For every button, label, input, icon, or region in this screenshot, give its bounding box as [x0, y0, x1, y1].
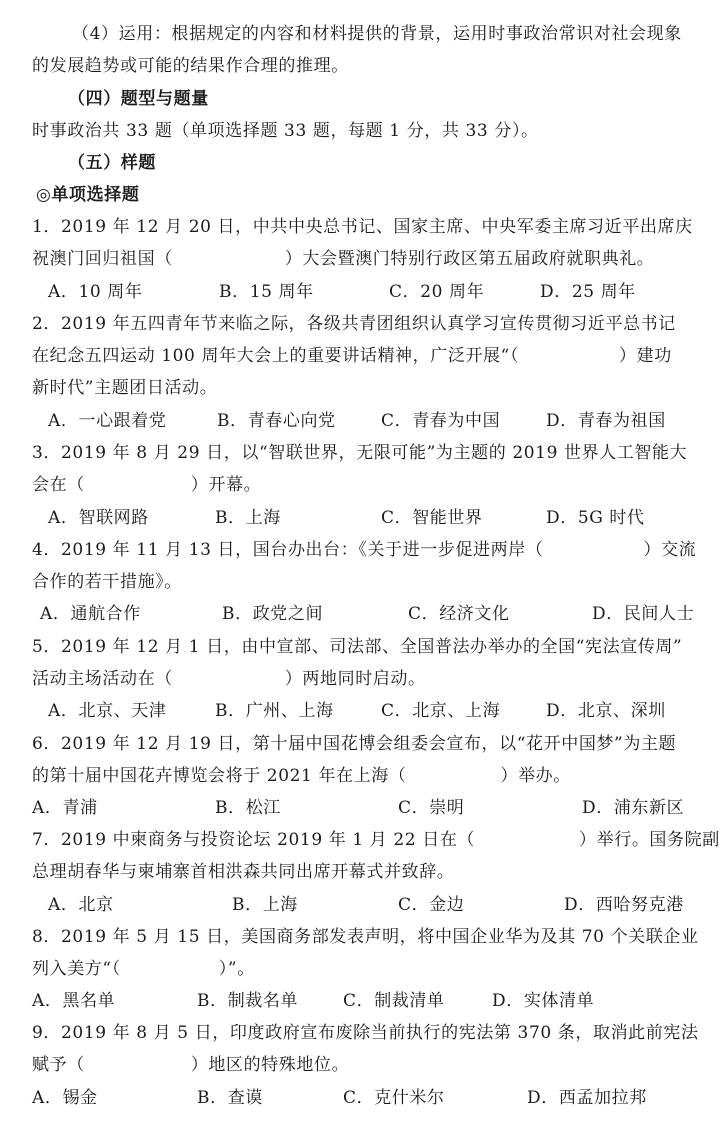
option-a: A．锡金 [32, 1088, 98, 1108]
option-a: A．北京 [48, 895, 114, 915]
paragraph-line: 的发展趋势或可能的结果作合理的推理。 [32, 56, 349, 76]
question-4-stem: 合作的若干措施》。 [32, 572, 182, 592]
option-a: A．青浦 [32, 798, 98, 818]
question-2-stem: 2．2019 年五四青年节来临之际，各级共青团组织认真学习宣传贯彻习近平总书记 [32, 314, 676, 334]
question-7-stem [32, 828, 720, 852]
question-2-stem [32, 344, 672, 368]
stem-text: ）”。 [218, 959, 255, 979]
option-a: A．智联网路 [48, 508, 149, 528]
option-b: B．15 周年 [219, 282, 314, 302]
question-1-stem [32, 247, 654, 271]
option-a: A．黑名单 [32, 991, 116, 1011]
option-b: B．广州、上海 [215, 701, 334, 721]
stem-text: 会在（ [32, 475, 85, 495]
option-c: C．崇明 [398, 798, 465, 818]
question-6-stem [32, 764, 571, 788]
stem-text: 的第十届中国花卉博览会将于 2021 年在上海（ [32, 766, 407, 786]
option-b: B．查谟 [197, 1088, 263, 1108]
section-heading: （五）样题 [68, 153, 156, 173]
option-d: D．西哈努克港 [564, 895, 684, 915]
question-9-stem [32, 1053, 349, 1077]
option-c: C．20 周年 [389, 282, 485, 302]
option-b: B．青春心向党 [217, 411, 336, 431]
option-c: C．北京、上海 [381, 701, 501, 721]
option-d: D．25 周年 [540, 282, 636, 302]
option-d: D．民间人士 [592, 604, 695, 624]
question-1-stem: 1．2019 年 12 月 20 日，中共中央总书记、国家主席、中央军委主席习近平出席庆 [32, 217, 693, 237]
stem-text: 赋予（ [32, 1055, 85, 1075]
option-a: A．通航合作 [40, 604, 141, 624]
option-d: D．北京、深圳 [546, 701, 666, 721]
option-d: D．青春为祖国 [546, 411, 666, 431]
option-c: C．金边 [398, 895, 465, 915]
question-5-stem [32, 667, 426, 691]
stem-text: 列入美方“（ [32, 959, 121, 979]
option-b: B．政党之间 [222, 604, 324, 624]
stem-text: ）举办。 [500, 766, 571, 786]
subsection-heading: ◎单项选择题 [36, 185, 140, 205]
stem-text: ）建功 [619, 346, 672, 366]
option-c: C．青春为中国 [381, 411, 501, 431]
paragraph-line: 时事政治共 33 题（单项选择题 33 题，每题 1 分，共 33 分）。 [32, 121, 539, 141]
option-b: B．松江 [215, 798, 281, 818]
question-8-stem [32, 957, 255, 981]
option-c: C．智能世界 [381, 508, 483, 528]
stem-text: ）开幕。 [190, 475, 262, 495]
question-7-stem: 总理胡春华与柬埔寨首相洪森共同出席开幕式并致辞。 [32, 862, 455, 882]
option-b: B．上海 [232, 895, 298, 915]
question-3-stem: 3．2019 年 8 月 29 日，以“智联世界，无限可能”为主题的 2019 世界人工智能大 [32, 443, 688, 463]
paragraph-line: （4）运用：根据规定的内容和材料提供的背景，运用时事政治常识对社会现象 [72, 24, 682, 44]
question-8-stem: 8．2019 年 5 月 15 日，美国商务部发表声明，将中国企业华为及其 70 个关联企业 [32, 927, 699, 947]
question-9-stem: 9．2019 年 8 月 5 日，印度政府宣布废除当前执行的宪法第 370 条，取消此前宪法 [32, 1023, 699, 1043]
option-d: D．5G 时代 [546, 508, 645, 528]
question-3-stem [32, 473, 261, 497]
stem-text: 祝澳门回归祖国（ [32, 249, 173, 269]
option-a: A．10 周年 [48, 282, 143, 302]
stem-text: 4．2019 年 11 月 13 日，国台办出台：《关于进一步促进两岸（ [32, 540, 544, 560]
stem-text: ）交流 [643, 540, 697, 560]
option-b: B．上海 [215, 508, 281, 528]
option-b: B．制裁名单 [197, 991, 299, 1011]
option-c: C．克什米尔 [343, 1088, 445, 1108]
option-d: D．西孟加拉邦 [527, 1088, 647, 1108]
option-a: A．北京、天津 [48, 701, 167, 721]
question-4-stem [32, 538, 696, 562]
option-c: C．经济文化 [408, 604, 510, 624]
stem-text: 在纪念五四运动 100 周年大会上的重要讲话精神，广泛开展“（ [32, 346, 520, 366]
question-2-stem: 新时代”主题团日活动。 [32, 378, 218, 398]
option-d: D．实体清单 [492, 991, 595, 1011]
stem-text: 7．2019 中柬商务与投资论坛 2019 年 1 月 22 日在（ [32, 830, 476, 850]
section-heading: （四）题型与题量 [68, 89, 209, 109]
option-d: D．浦东新区 [582, 798, 685, 818]
stem-text: ）举行。国务院副 [579, 830, 720, 850]
question-5-stem: 5．2019 年 12 月 1 日，由中宣部、司法部、全国普法办举办的全国“宪法宣传周” [32, 637, 683, 657]
stem-text: 活动主场活动在（ [32, 669, 173, 689]
option-c: C．制裁清单 [343, 991, 445, 1011]
stem-text: ）大会暨澳门特别行政区第五届政府就职典礼。 [284, 249, 655, 269]
stem-text: ）地区的特殊地位。 [190, 1055, 350, 1075]
question-6-stem: 6．2019 年 12 月 19 日，第十届中国花博会组委会宣布，以“花开中国梦”为主题 [32, 734, 677, 754]
stem-text: ）两地同时启动。 [284, 669, 426, 689]
option-a: A．一心跟着党 [48, 411, 167, 431]
